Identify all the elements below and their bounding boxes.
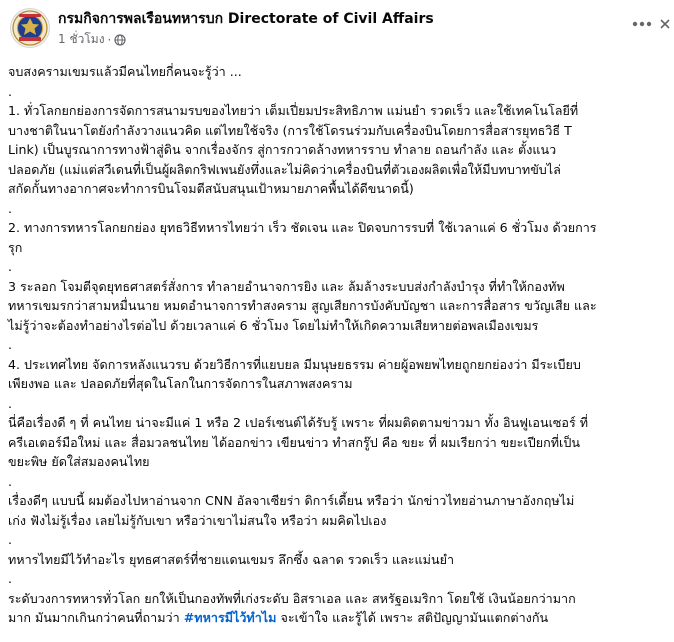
post-line: ทหารเขมรกว่าสามหมื่นนาย หมดอำนาจการทำสงคราม สูญเสียการบังคับบัญชา และการสื่อสาร ขวัญเสีย และ (8, 298, 597, 313)
post-line: นี่คือเรื่องดี ๆ ที่ คนไทย น่าจะมีแค่ 1 หรือ 2 เปอร์เซนต์ได้รับรู้ เพราะ ที่ผมติดตามข่าวมา ทั้ง อินฟูเอนเซอร์ ที่ (8, 415, 589, 430)
close-icon (659, 18, 671, 30)
last-line-before-text: มาก มันมากเกินกว่าคนที่ถามว่า (8, 610, 180, 625)
emblem-icon (11, 9, 49, 47)
post-line: 4. ประเทศไทย จัดการหลังแนวรบ ด้วยวิธีการที่แยบยล มีมนุษยธรรม ค่ายผู้อพยพไทยถูกยกย่องว่า มีระเบียบ (8, 356, 581, 372)
post-line: . (8, 259, 13, 274)
post-line: ระดับวงการทหารทั่วโลก ยกให้เป็นกองทัพที่เก่งระดับ อิสราเอล และ สหรัฐอเมริกา โดยใช้ เงินน้อยกว่ามาก (8, 590, 576, 606)
post-meta (58, 30, 126, 49)
post-line: . (8, 200, 13, 216)
post-line: ครีเอเตอร์มือใหม่ และ สื่อมวลชนไทย ได้ออกข่าว เขียนข่าว ทำสกรู๊ป คือ ขยะ ที่ ผมเรียกว่า ขยะเปียกที่เป็น (8, 434, 580, 450)
post-line: . (8, 395, 13, 411)
post-line: เพียงพอ และ ปลอดภัยที่สุดในโลกในการจัดการในสภาพสงคราม (8, 376, 353, 391)
post-timestamp[interactable]: 1 ชั่วโมง (58, 32, 105, 46)
post-line: เรื่องดีๆ แบบนี้ ผมต้องไปหาอ่านจาก CNN อัลจาเซียร่า ดิการ์เดี้ยน หรือว่า นักข่าวไทยอ่านภาษาอังกฤษไม่ (8, 493, 575, 508)
post-line: . (8, 571, 13, 586)
post-line: ขยะพิษ ยัดใส่สมองคนไทย (8, 454, 150, 469)
post-line: Link) เป็นบูรณาการทางฟ้าสู่ดิน จากเรื่องจักร สู่การกวาดล้างทหารราบ ทำลาย ถอนกำลัง และ ตั้งแนว (8, 142, 557, 157)
post-line: เก่ง ฟังไม่รู้เรื่อง เลยไม่รู้กับเขา หรือว่าเขาไม่สนใจ หรือว่า ผมคิดไปเอง (8, 512, 387, 528)
meta-separator: · (107, 32, 112, 47)
post-line: . (8, 337, 13, 352)
page-name-link[interactable]: กรมกิจการพลเรือนทหารบก Directorate of Civil Affairs (58, 11, 434, 27)
post-line: ปลอดภัย (แม่แต่สวีเดนที่เป็นผู้ผลิตกริฟเพนยังทึ่งและไม่คิดว่าเครื่องบินที่ตัวเองผลิตเพื่อให้มีบทบาทขับไล่ (8, 161, 561, 177)
post-last-line (8, 608, 668, 628)
post-line: 1. ทั่วโลกยกย่องการจัดการสนามรบของไทยว่า เต็มเปี่ยมประสิทธิภาพ แม่นยำ รวดเร็ว และใช้เทคโนโลยีที่ (8, 103, 579, 118)
globe-icon[interactable] (114, 34, 126, 46)
post-line: ทหารไทยมีไว้ทำอะไร ยุทธศาสตร์ที่ชายแดนเขมร ลึกซึ้ง ฉลาด รวดเร็ว และแม่นยำ (8, 551, 455, 567)
page-avatar[interactable] (10, 8, 50, 48)
post-line: . (8, 532, 13, 547)
post-line: จบสงครามเขมรแล้วมีคนไทยกี่คนจะรู้ว่า ... (8, 64, 242, 79)
post-line: 3 ระลอก โจมตีจุดยุทธศาสตร์สั่งการ ทำลายอำนาจการยิง และ ล้มล้างระบบส่งกำลังบำรุง ที่ทำให้กองทัพ (8, 278, 565, 294)
post-header (0, 0, 674, 56)
post-line: รุก (8, 239, 23, 255)
more-options-button[interactable] (628, 14, 656, 34)
hashtag-link[interactable]: #ทหารมีไว้ทำไม (183, 610, 277, 625)
post-line: บางชาติในนาโตยังกำลังวางแนวคิด แต่ไทยใช้จริง (การใช้โดรนร่วมกับเครื่องบินโดยการสื่อสารยุทธวิธี T (8, 122, 572, 138)
last-line-after-text: จะเข้าใจ และรู้ได้ เพราะ สติปัญญามันแตกต่างกัน (280, 610, 549, 625)
post-line: ไม่รู้ว่าจะต้องทำอย่างไรต่อไป ด้วยเวลาแค่ 6 ชั่วโมง โดยไม่ทำให้เกิดความเสียหายต่อพลเมืองเขมร (8, 317, 539, 333)
post-line: . (8, 473, 13, 489)
close-button[interactable] (656, 14, 674, 34)
post-body (8, 62, 668, 628)
post-line: 2. ทางการทหารโลกยกย่อง ยุทธวิธีทหารไทยว่า เร็ว ชัดเจน และ ปิดจบการรบที่ ใช้เวลาแค่ 6 ชั่วโมง ด้วยการ (8, 220, 597, 235)
post-line: สกัดกั้นทางอากาศจะทำการบินโจมตีสนับสนุนเป้าหมายภาคพื้นได้ดีขนาดนี้) (8, 181, 414, 196)
post-line: . (8, 83, 13, 99)
more-horizontal-icon (632, 21, 652, 27)
